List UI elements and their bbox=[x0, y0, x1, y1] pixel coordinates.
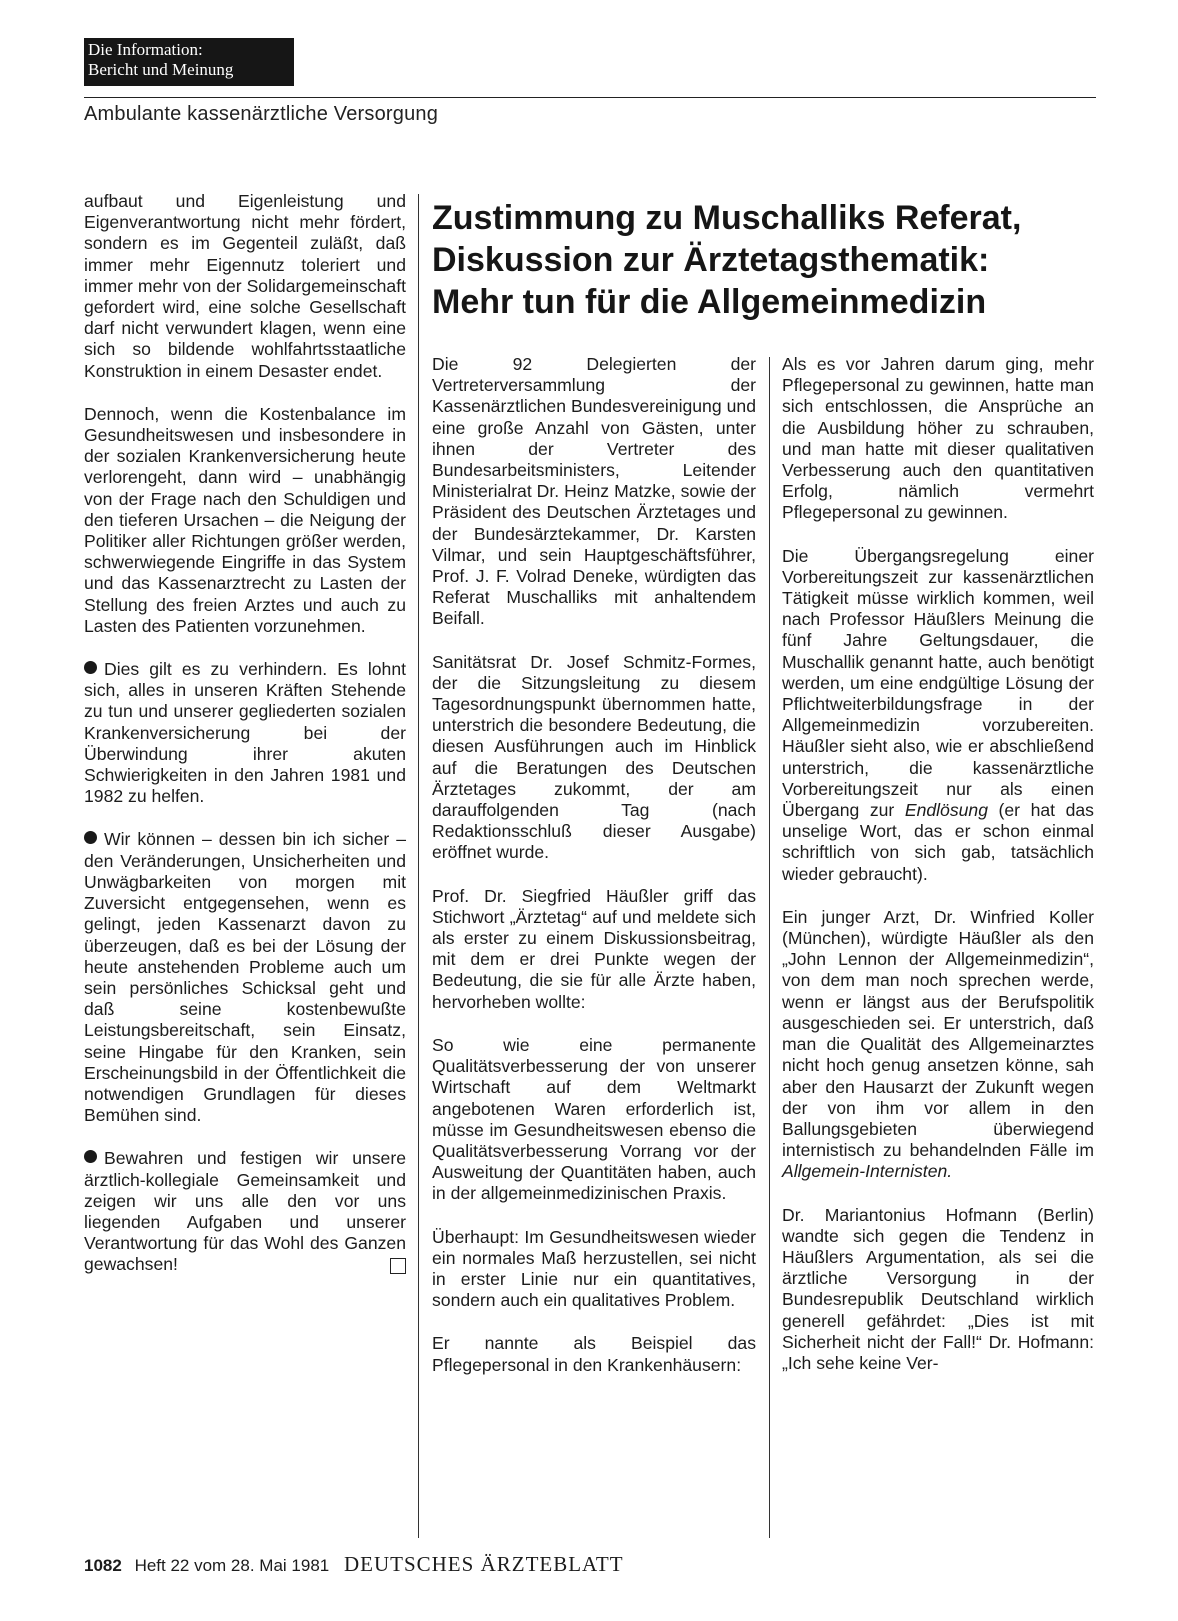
bullet-icon bbox=[84, 831, 97, 844]
paragraph: Dennoch, wenn die Kostenbalance im Gesundheitswesen und insbesondere in der sozialen Krankenversicherung heute verlorengeht, dann wird – unabhängig von der Frage nach den Schuldigen und den tieferen Ursachen – die Neigung der Politiker aller Richtungen größer werden, schwerwiegende Eingriffe in das System und das Kassenarztrecht zu Lasten der Stellung des freien Arztes und auch zu Lasten des Patienten vorzunehmen. bbox=[84, 403, 406, 636]
paragraph: Dr. Mariantonius Hofmann (Berlin) wandte sich gegen die Tendenz in Häußlers Argumentation, als sei die ärztliche Versorgung in der Bundesrepublik Deutschland wirklich generell gefährdet: „Dies ist mit Sicherheit nicht der Fall!“ Dr. Hofmann: „Ich sehe keine Ver- bbox=[782, 1204, 1094, 1373]
paragraph: Die 92 Delegierten der Vertreterversammlung der Kassenärztlichen Bundesvereinigung und eine große Anzahl von Gästen, unter ihnen der Vertreter des Bundesarbeitsministers, Leitender Ministerialrat Dr. Heinz Matzke, sowie der Präsident des Deutschen Ärztetages und der Bundesärztekammer, Dr. Karsten Vilmar, und sein Hauptgeschäftsführer, Prof. J. F. Volrad Deneke, würdigten das Referat Muschalliks mit anhaltendem Beifall. bbox=[432, 354, 756, 629]
paragraph: Bewahren und festigen wir unsere ärztlich-kollegiale Gemeinsamkeit und zeigen wir uns alle den vor uns liegenden Aufgaben und unserer Verantwortung für das Wohl des Ganzen gewachsen! bbox=[84, 1148, 406, 1275]
paragraph: Als es vor Jahren darum ging, mehr Pflegepersonal zu gewinnen, hatte man sich entschlossen, die Ansprüche an die Ausbildung höher zu schrauben, und man hatte mit dieser qualitativen Verbesserung auch den quantitativen Erfolg, nämlich vermehrt Pflegepersonal zu gewinnen. bbox=[782, 354, 1094, 523]
text-column-2 bbox=[432, 354, 756, 1398]
page-number: 1082 bbox=[84, 1556, 122, 1575]
article-headline bbox=[432, 197, 1100, 323]
section-title: Ambulante kassenärztliche Versorgung bbox=[84, 103, 439, 125]
paragraph: Dies gilt es zu verhindern. Es lohnt sich, alles in unseren Kräften Stehende zu tun und unserer gegliederten sozialen Krankenversicherung bei der Überwindung ihrer akuten Schwierigkeiten in den Jahren 1981 und 1982 zu helfen. bbox=[84, 659, 406, 807]
headline-line-3: Mehr tun für die Allgemeinmedizin bbox=[432, 283, 987, 321]
headline-line-1: Zustimmung zu Muschalliks Referat, bbox=[432, 199, 1022, 237]
text-column-1 bbox=[84, 191, 406, 1298]
rubric-line-1: Die Information: bbox=[88, 40, 203, 59]
bullet-icon bbox=[84, 661, 97, 674]
journal-name: DEUTSCHES ÄRZTEBLATT bbox=[343, 1552, 624, 1576]
headline-line-2: Diskussion zur Ärztetagsthematik: bbox=[432, 241, 990, 279]
text-column-3 bbox=[782, 354, 1094, 1396]
emphasis: Endlösung bbox=[904, 800, 988, 821]
paragraph: Sanitätsrat Dr. Josef Schmitz-Formes, der die Sitzungsleitung zu diesem Tagesordnungspunkt übernommen hatte, unterstrich die besondere Bedeutung, die diesen Ausführungen auch im Hinblick auf die Beratungen des Deutschen Ärztetages zukommt, der am darauffolgenden Tag (nach Redaktionsschluß dieser Ausgabe) eröffnet wurde. bbox=[432, 651, 756, 863]
paragraph: Wir können – dessen bin ich sicher – den Veränderungen, Unsicherheiten und Unwägbarkeiten von morgen mit Zuversicht entgegensehen, wenn es gelingt, jeden Kassenarzt davon zu überzeugen, daß es bei der Lösung der heute anstehenden Probleme auch um sein persönliches Schicksal geht und daß seine kostenbewußte Leistungsbereitschaft, sein Einsatz, seine Hingabe für den Kranken, sein Erscheinungsbild in der Öffentlichkeit die notwendigen Grundlagen für dieses Bemühen sind. bbox=[84, 829, 406, 1126]
column-rule-left bbox=[418, 194, 419, 1538]
issue-info: Heft 22 vom 28. Mai 1981 bbox=[134, 1556, 330, 1575]
paragraph: Prof. Dr. Siegfried Häußler griff das Stichwort „Ärztetag“ auf und meldete sich als erster zu einem Diskussionsbeitrag, mit dem er drei Punkte wegen der Bedeutung, die sie für alle Ärzte haben, hervorheben wollte: bbox=[432, 885, 756, 1012]
paragraph: Die Übergangsregelung einer Vorbereitungszeit zur kassenärztlichen Tätigkeit müsse wirklich kommen, weil nach Professor Häußlers Meinung die fünf Jahre Geltungsdauer, die Muschallik genannt hatte, auch benötigt werden, um eine endgültige Lösung der Pflichtweiterbildungsfrage in der Allgemeinmedizin vorzubereiten. Häußler sieht also, wie er abschließend unterstrich, die kassenärztliche Vorbereitungszeit nur als einen Übergang zur Endlösung (er hat das unselige Wort, das er schon einmal schriftlich von sich gab, tatsächlich wieder gebraucht). bbox=[782, 545, 1094, 884]
paragraph: So wie eine permanente Qualitätsverbesserung der von unserer Wirtschaft auf dem Weltmarkt angebotenen Waren erforderlich ist, müsse im Gesundheitswesen ebenso die Qualitätsverbesserung Vorrang vor der Ausweitung der Quantitäten haben, auch in der allgemeinmedizinischen Praxis. bbox=[432, 1034, 756, 1204]
column-rule-right bbox=[769, 357, 770, 1538]
paragraph: aufbaut und Eigenleistung und Eigenverantwortung nicht mehr fördert, sondern es im Gegenteil zuläßt, daß immer mehr Eigennutz toleriert und immer mehr von der Solidargemeinschaft gefordert wird, eine solche Gesellschaft darf nicht verwundert klagen, wenn eine sich so bildende wohlfahrtsstaatliche Konstruktion in einem Desaster endet. bbox=[84, 191, 406, 381]
page-footer bbox=[84, 1552, 624, 1577]
section-rubric bbox=[84, 38, 294, 86]
emphasis: Allgemein-Internisten. bbox=[782, 1161, 953, 1182]
header-rule bbox=[84, 97, 1096, 98]
paragraph: Überhaupt: Im Gesundheitswesen wieder ein normales Maß herzustellen, sei nicht in erster Linie nur ein quantitatives, sondern auch ein qualitatives Problem. bbox=[432, 1226, 756, 1311]
rubric-line-2: Bericht und Meinung bbox=[88, 60, 234, 79]
bullet-icon bbox=[84, 1150, 97, 1163]
paragraph: Ein junger Arzt, Dr. Winfried Koller (München), würdigte Häußler als den „John Lennon der Allgemeinmedizin“, von dem man noch sprechen werde, wenn er längst aus der Berufspolitik ausgeschieden sei. Er unterstrich, daß man die Qualität des Allgemeinarztes nicht hoch genug ansetzen könne, sah aber den Hausarzt der Zukunft wegen der von ihm vor allem in den Ballungsgebieten überwiegend internistisch zu behandelnden Fälle im Allgemein-Internisten. bbox=[782, 906, 1094, 1182]
paragraph: Er nannte als Beispiel das Pflegepersonal in den Krankenhäusern: bbox=[432, 1333, 756, 1375]
end-mark-icon bbox=[390, 1258, 406, 1274]
